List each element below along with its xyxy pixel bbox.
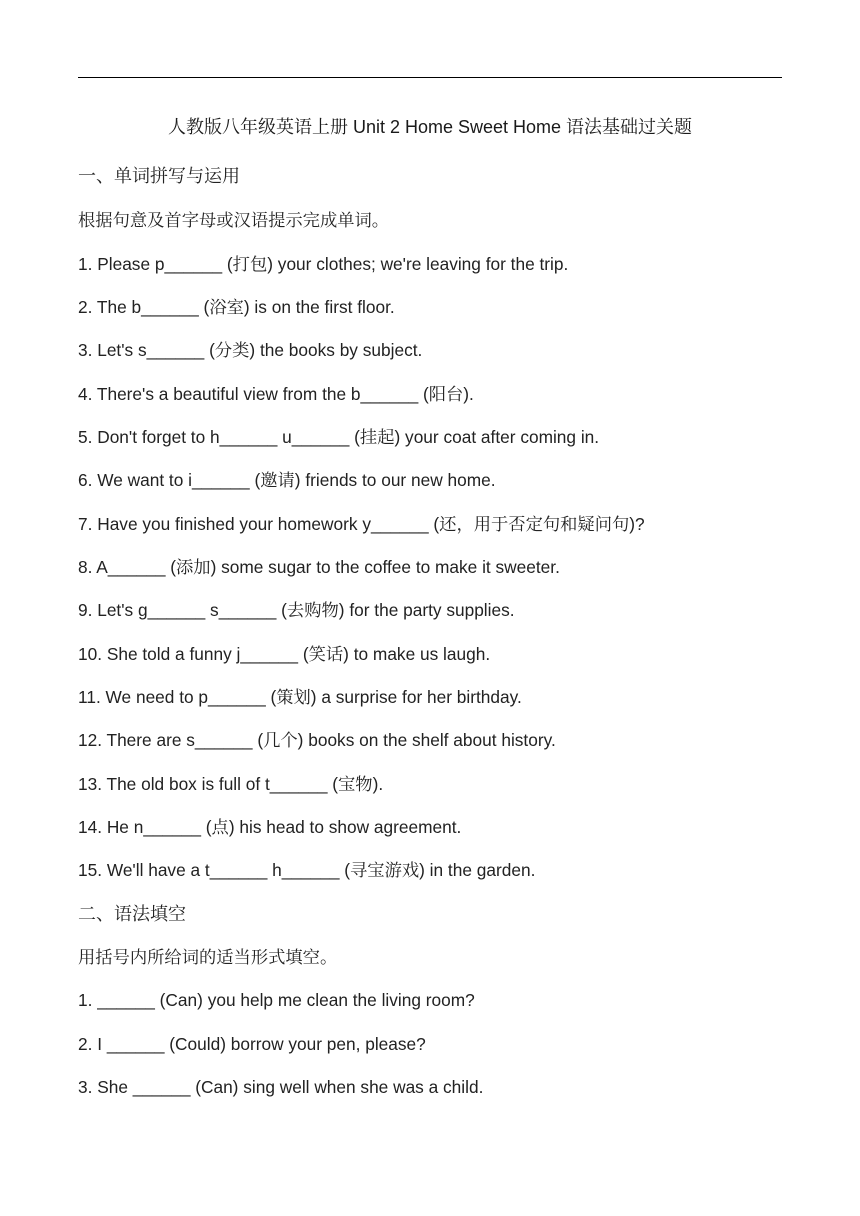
- section-1-heading: 一、单词拼写与运用: [78, 166, 240, 186]
- question-2-3: 3. She ______ (Can) sing well when she was a child.: [78, 1077, 484, 1097]
- section-1-instruction: 根据句意及首字母或汉语提示完成单词。: [78, 210, 390, 230]
- question-1-8: 8. A______ (添加) some sugar to the coffee to make it sweeter.: [78, 557, 560, 577]
- question-2-1: 1. ______ (Can) you help me clean the living room?: [78, 990, 475, 1010]
- question-1-7: 7. Have you finished your homework y______ (还，用于否定句和疑问句)?: [78, 514, 645, 534]
- question-1-1: 1. Please p______ (打包) your clothes; we're leaving for the trip.: [78, 254, 569, 274]
- question-2-2: 2. I ______ (Could) borrow your pen, please?: [78, 1034, 426, 1054]
- document-title: 人教版八年级英语上册 Unit 2 Home Sweet Home 语法基础过关题: [167, 117, 693, 137]
- question-1-14: 14. He n______ (点) his head to show agreement.: [78, 817, 462, 837]
- question-1-3: 3. Let's s______ (分类) the books by subject.: [78, 340, 423, 360]
- question-1-9: 9. Let's g______ s______ (去购物) for the party supplies.: [78, 600, 515, 620]
- section-2-heading: 二、语法填空: [78, 904, 186, 924]
- question-1-10: 10. She told a funny j______ (笑话) to make us laugh.: [78, 644, 491, 664]
- question-1-5: 5. Don't forget to h______ u______ (挂起) your coat after coming in.: [78, 427, 600, 447]
- section-2-instruction: 用括号内所给词的适当形式填空。: [78, 947, 338, 967]
- header-rule: [78, 77, 782, 78]
- question-1-2: 2. The b______ (浴室) is on the first floor.: [78, 297, 395, 317]
- question-1-4: 4. There's a beautiful view from the b______ (阳台).: [78, 384, 474, 404]
- question-1-15: 15. We'll have a t______ h______ (寻宝游戏) in the garden.: [78, 860, 536, 880]
- question-1-11: 11. We need to p______ (策划) a surprise for her birthday.: [78, 687, 522, 707]
- question-1-12: 12. There are s______ (几个) books on the shelf about history.: [78, 730, 556, 750]
- question-1-13: 13. The old box is full of t______ (宝物).: [78, 774, 384, 794]
- question-1-6: 6. We want to i______ (邀请) friends to our new home.: [78, 470, 496, 490]
